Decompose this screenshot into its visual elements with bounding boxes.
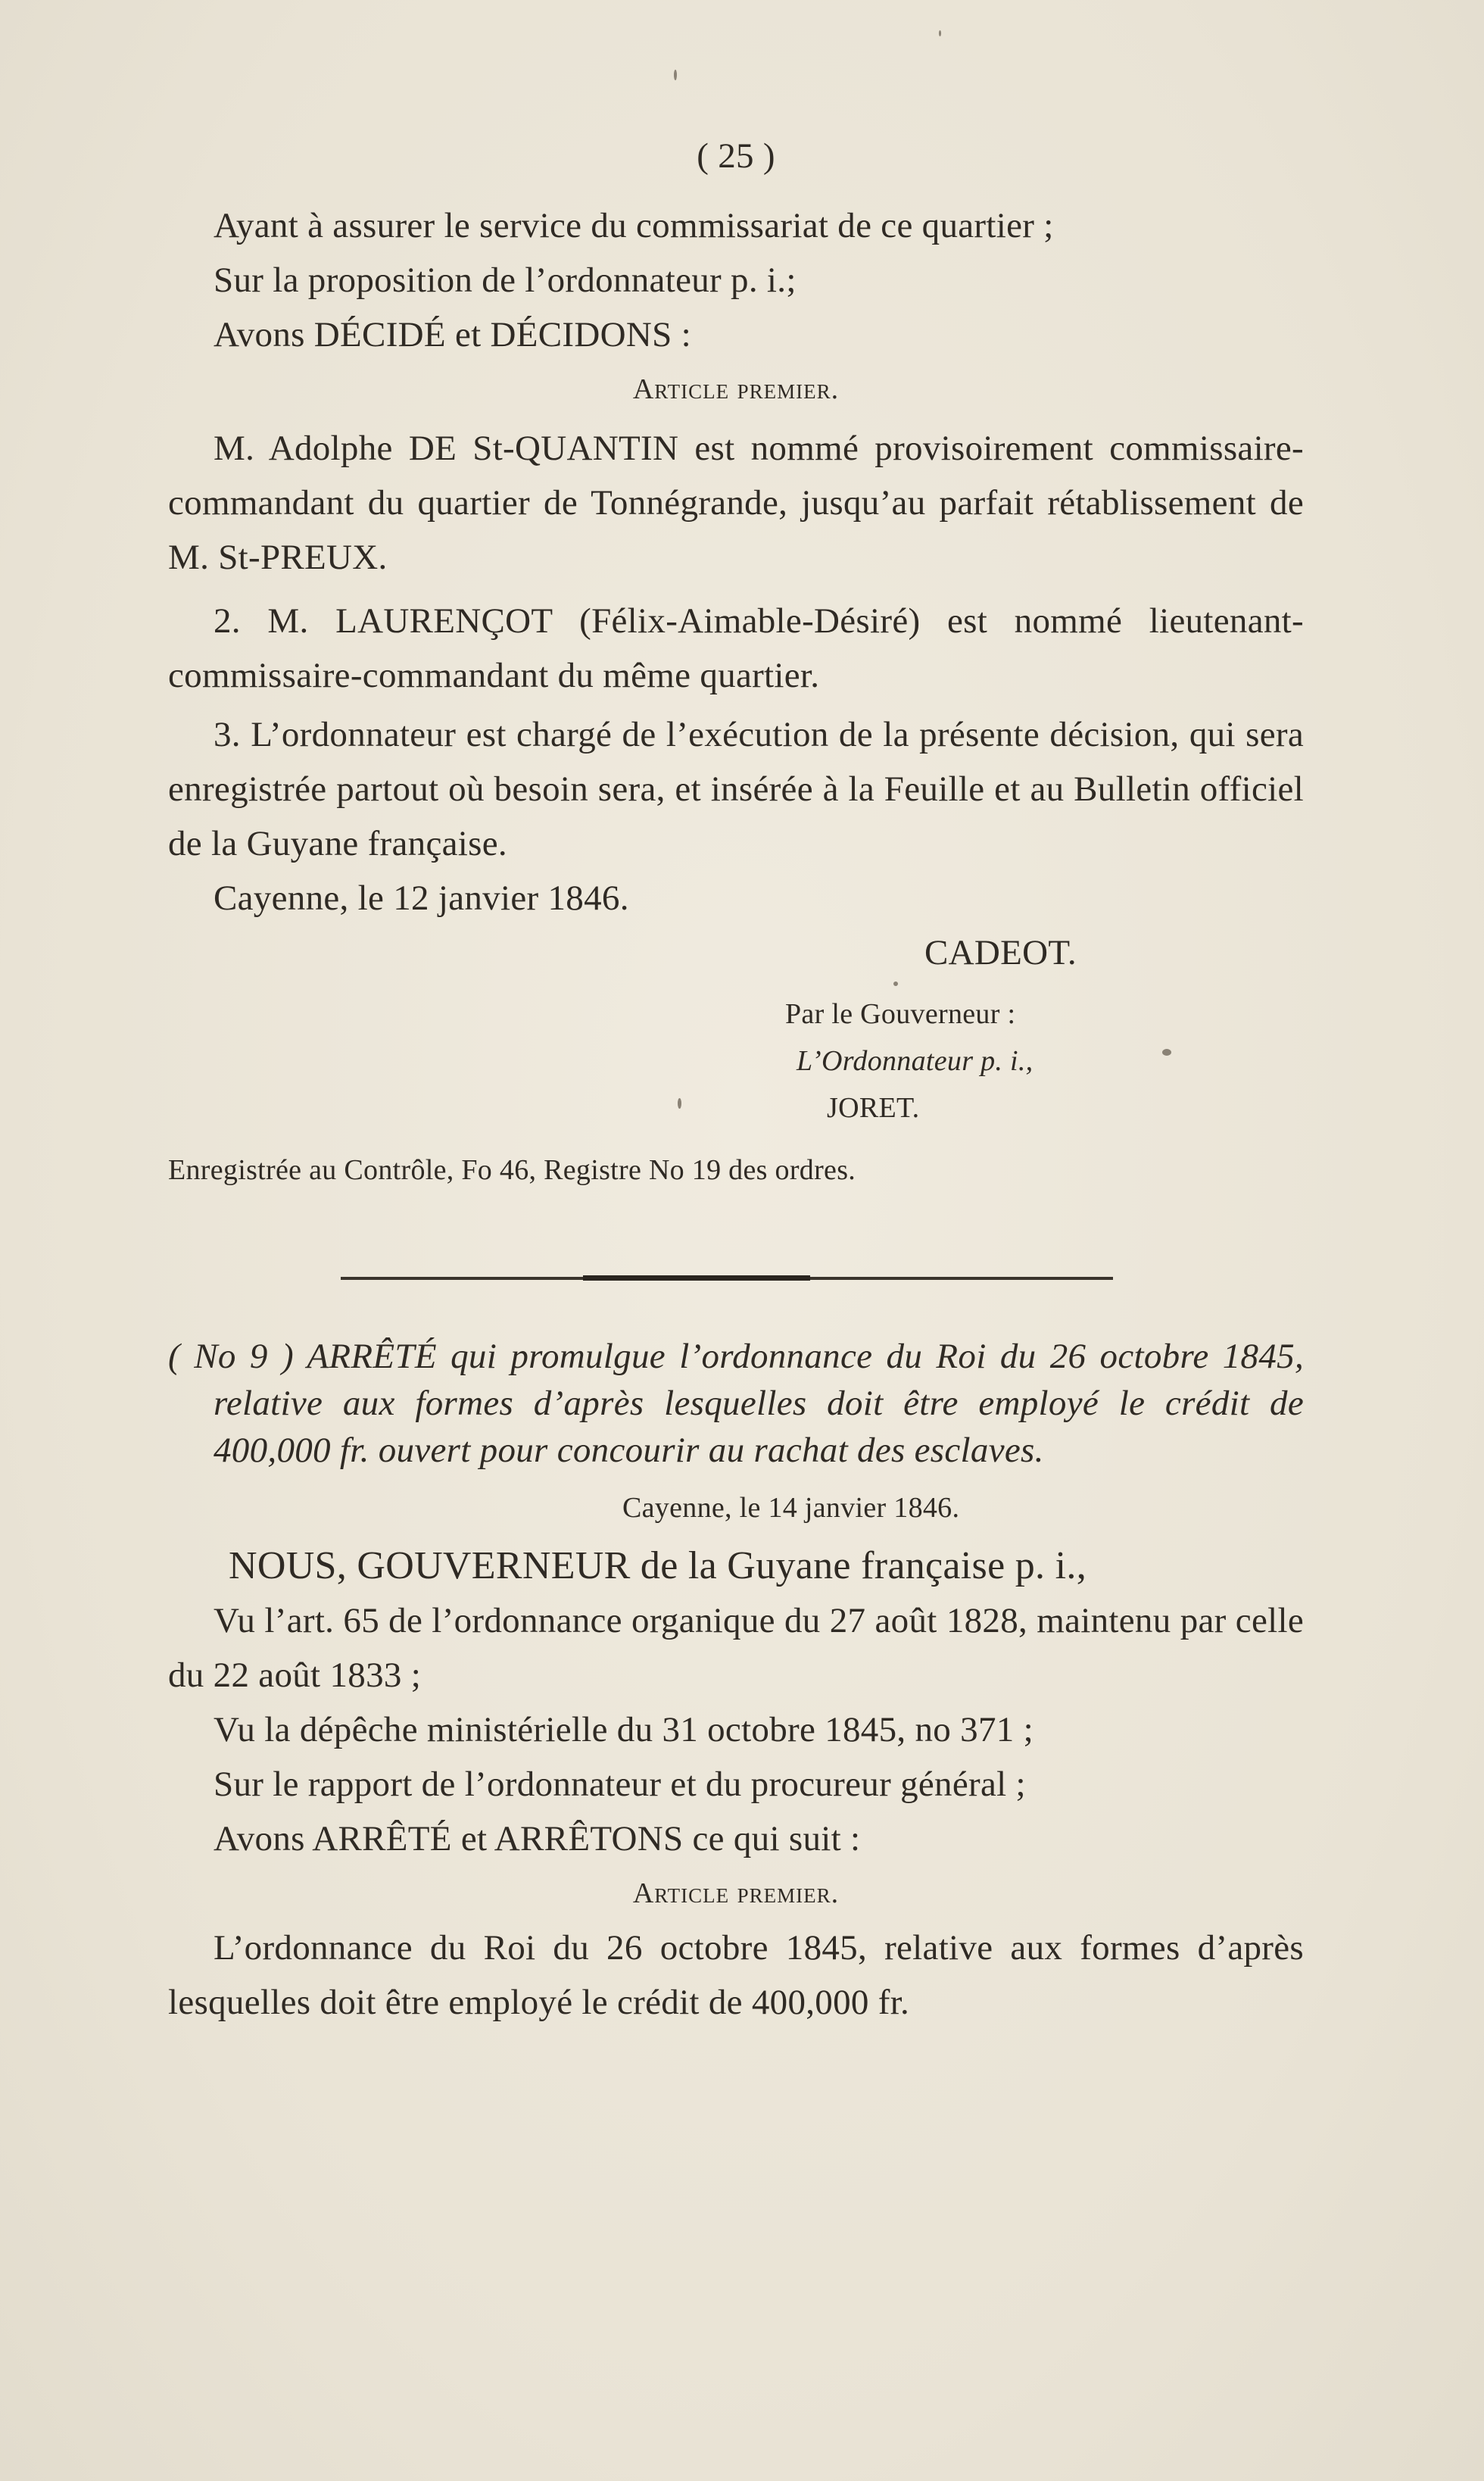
arrete-section (168, 1333, 1304, 2030)
paper-speck (678, 1098, 681, 1109)
ordonnateur-title: L’Ordonnateur p. i., (797, 1045, 1034, 1077)
decision-section (168, 198, 1304, 1194)
arrete-avons: Avons ARRÊTÉ et ARRÊTONS ce qui suit : (214, 1819, 861, 1858)
arrete-vu-1: Vu l’art. 65 de l’ordonnance organique du 27 août 1828, maintenu par celle du 22 août 1833 ; (168, 1601, 1304, 1695)
paper-speck (893, 981, 898, 986)
article-2: 2. M. LAURENÇOT (Félix-Aimable-Désiré) est nommé lieutenant-commissaire-commandant du même quartier. (168, 601, 1304, 695)
arrete-sur: Sur le rapport de l’ordonnateur et du procureur général ; (214, 1765, 1026, 1804)
decision-line-2: Sur la proposition de l’ordonnateur p. i.; (214, 261, 797, 300)
arrete-preamble: NOUS, GOUVERNEUR de la Guyane française p. i., (229, 1544, 1086, 1587)
decision-line-1: Ayant à assurer le service du commissariat de ce quartier ; (214, 206, 1054, 245)
paper-speck (1162, 1049, 1171, 1056)
arrete-vu-2: Vu la dépêche ministérielle du 31 octobre 1845, no 371 ; (214, 1710, 1034, 1749)
page-number-text: ( 25 ) (697, 136, 775, 176)
paper-speck (674, 70, 677, 80)
article-1: M. Adolphe DE St-QUANTIN est nommé provisoirement commissaire-commandant du quartier de Tonnégrande, jusqu’au parfait rétablissement de M. St-PREUX. (168, 429, 1304, 577)
decision-line-3: Avons DÉCIDÉ et DÉCIDONS : (214, 315, 691, 354)
article-heading: Article premier. (632, 373, 840, 405)
arrete-heading: ( No 9 ) ARRÊTÉ qui promulgue l’ordonnance du Roi du 26 octobre 1845, relative aux formes d’après lesquelles doit être employé le crédit de 400,000 fr. ouvert pour concourir au rachat des esclaves. (168, 1337, 1304, 1470)
article-3: 3. L’ordonnateur est chargé de l’exécution de la présente décision, qui sera enregistrée partout où besoin sera, et insérée à la Feuille et au Bulletin officiel de la Guyane française. (168, 715, 1304, 863)
arrete-article-heading: Article premier. (632, 1877, 840, 1909)
page-number (168, 129, 1304, 183)
section-divider-accent (583, 1275, 810, 1281)
arrete-article-1: L’ordonnance du Roi du 26 octobre 1845, relative aux formes d’après lesquelles doit être employé le crédit de 400,000 fr. (168, 1928, 1304, 2022)
by-governor: Par le Gouverneur : (785, 998, 1016, 1030)
signature-cadeot: CADEOT. (924, 933, 1077, 972)
arrete-date: Cayenne, le 14 janvier 1846. (622, 1492, 960, 1524)
decision-date: Cayenne, le 12 janvier 1846. (214, 878, 629, 918)
paper-speck (939, 30, 941, 36)
ordonnateur-name: JORET. (827, 1092, 920, 1124)
registration-note: Enregistrée au Contrôle, Fo 46, Registre No 19 des ordres. (168, 1154, 856, 1186)
